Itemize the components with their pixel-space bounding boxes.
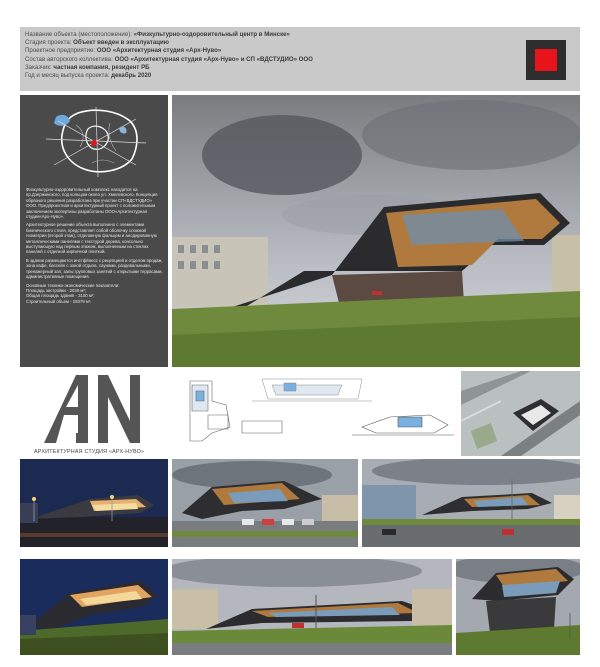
red-square-icon	[535, 49, 557, 71]
paragraph-architecture: Архитектурное решение объекта выполнено с элементами бионического стиля, представляет собой оболочку сложной геометрии (второй этаж), отделанную фальцем и анодированную металлическими панелями с текстурой дерева, консольно выступающую над первым этажом, выполненным на стеклах панелей с отделкой кирпичной плиткой.	[26, 222, 157, 255]
info-line-team	[25, 56, 515, 64]
plan-and-section-drawings	[172, 371, 458, 456]
street-photo-2	[362, 459, 580, 547]
info-value: «Физкультурно-оздоровительный центр в Минске»	[133, 31, 290, 38]
info-label: Стадия проекта:	[25, 39, 74, 47]
an-logo-icon	[42, 371, 146, 445]
info-value: частная компания, резидент РБ	[53, 63, 150, 71]
drawings-panel	[172, 371, 458, 456]
hero-photo	[172, 95, 580, 367]
street-photo	[172, 459, 358, 547]
paragraph-location: Физкультурно-оздоровительный комплекс находится на пр.Дзержинского, под кольцом около ул. Хмелевского. Концепция образного решения разработана при участии СП«ВДСТУДИО» ООО. Предпроектная и архитектурный проект с положительным заключением экспертизы разработаны ООО«Архитектурная студия«Арх-Нуво».	[26, 187, 158, 220]
corner-photo	[456, 559, 580, 655]
presentation-board	[20, 27, 580, 647]
paragraph-program: В здании размещаются инстфйнесс с рецепцией и отделом продаж, зона кафе, бассейн с зоной отдыха, саунами, раздевальными, тренажерный зал, залы групповых занятий с открытыми террасами, административные помещения.	[26, 257, 163, 280]
info-label: Проектное предприятие:	[25, 47, 97, 55]
project-info	[25, 31, 515, 80]
night-photo-2	[20, 559, 168, 655]
info-line-stage	[25, 39, 515, 47]
info-label: Название объекта (местоположение):	[25, 31, 134, 38]
info-line-date	[25, 72, 515, 80]
description-text	[26, 187, 164, 307]
info-line-client	[25, 64, 515, 72]
studio-caption: АРХИТЕКТУРНАЯ СТУДИЯ «АРХ-НУВО»	[34, 449, 145, 455]
description-panel	[20, 95, 168, 367]
info-value: ООО «Архитектурная студия «Арх-Нуво»	[96, 47, 222, 55]
paragraph-indicators: Основные технико-экономические показатели: Площадь застройки - 2030 м²; Общая площадь здания - 3100 м²; Строительный объем - 19379 м³.	[26, 282, 120, 304]
info-label: Состав авторского коллектива:	[25, 55, 115, 63]
info-line-title	[25, 31, 515, 39]
info-value: декабрь 2020	[111, 72, 152, 80]
header-panel	[20, 27, 580, 91]
info-value: ООО «Архитектурная студия «Арх-Нуво» и СП «ВДСТУДИО» ООО	[114, 55, 313, 63]
info-label: Заказчик:	[25, 63, 54, 71]
side-photo	[172, 559, 452, 655]
night-photo	[20, 459, 168, 547]
info-line-firm	[25, 47, 515, 55]
studio-logo	[20, 369, 168, 457]
red-square-logo	[526, 40, 566, 80]
aerial-photo	[461, 371, 580, 456]
info-value: Объект введен в эксплуатацию	[73, 39, 169, 47]
city-map-icon	[36, 103, 156, 179]
info-label: Год и месяц выпуска проекта:	[25, 72, 112, 80]
